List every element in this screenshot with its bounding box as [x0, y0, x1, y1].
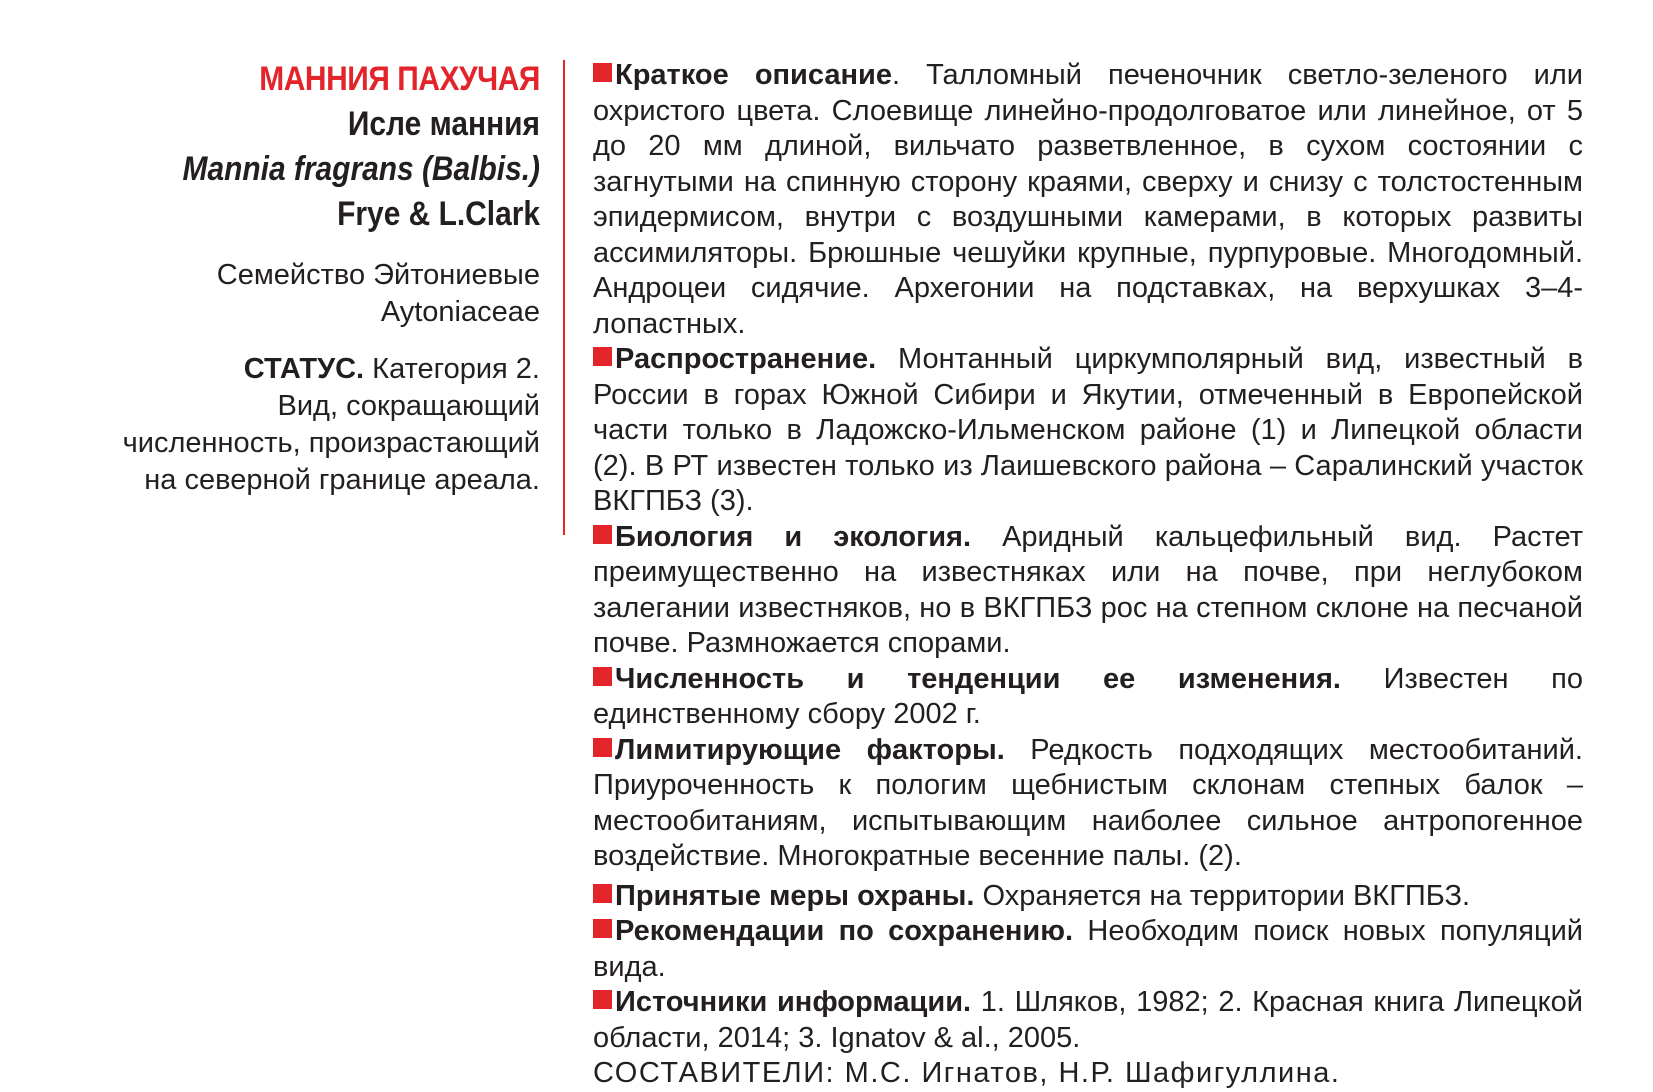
status-line-3: численность, произрастающий — [122, 427, 540, 459]
section-abundance — [593, 662, 1583, 733]
section-heading: Принятые меры охраны. — [615, 879, 975, 912]
red-square-bullet-icon — [593, 884, 612, 903]
section-text: Известен по единственному сбору 2002 г. — [593, 662, 1583, 730]
red-square-bullet-icon — [593, 63, 612, 82]
red-square-bullet-icon — [593, 738, 612, 757]
section-text: Аридный кальцефильный вид. Растет преимущественно на известняках или на почве, при неглубоком залегании известняков, но в ВКГПБЗ рос на степном склоне на песчаной почве. Размножается спорами. — [593, 520, 1584, 659]
red-square-bullet-icon — [593, 919, 612, 938]
species-name-tt: Исле манния — [347, 105, 540, 143]
section-heading: Распространение. — [615, 343, 877, 375]
red-square-bullet-icon — [593, 525, 612, 544]
section-heading: Биология и экология. — [615, 520, 972, 553]
section-limiting-factors — [593, 733, 1583, 875]
family-name-ru: Семейство Эйтониевые — [216, 259, 540, 291]
compilers-line: СОСТАВИТЕЛИ: М.С. Игнатов, Н.Р. Шафигуллина. — [593, 1057, 1341, 1089]
red-square-bullet-icon — [593, 667, 612, 686]
section-sources — [593, 985, 1583, 1056]
section-heading: Численность и тенденции ее изменения. — [615, 662, 1341, 695]
status-block — [60, 351, 540, 499]
species-authors-latin: Frye & L.Clark — [337, 195, 540, 233]
status-line-4: на северной границе ареала. — [144, 464, 540, 496]
section-text: . Талломный печеночник светло-зеленого или охристого цвета. Слоевище линейно-продолговатое или линейное, от 5 до 20 мм длиной, вильчато разветвленное, в сухом состоянии с загнутыми на спинную сторону краями, сверху и снизу с толстостенным эпидермисом, внутри с воздушными камерами, в которых развиты ассимиляторы. Брюшные чешуйки крупные, пурпуровые. Многодомный. Андроцеи сидячие. Архегонии на подставках, на верхушках 3–4-лопастных. — [593, 59, 1584, 340]
status-line-1 — [60, 351, 540, 388]
section-heading: Рекомендации по сохранению. — [615, 915, 1074, 947]
section-text: Редкость подходящих местообитаний. Приуроченность к пологим щебнистым склонам степных балок – местообитаниям, испытывающим наиболее сильное антропогенное воздействие. Многократные весенние палы. (2). — [593, 733, 1583, 872]
red-square-bullet-icon — [593, 990, 612, 1009]
species-article — [593, 58, 1583, 1092]
section-text: Необходим поиск новых популяций вида. — [593, 915, 1584, 983]
column-divider — [563, 60, 565, 535]
status-line-2: Вид, сокращающий — [277, 390, 540, 422]
family-name-latin: Aytoniaceae — [380, 296, 540, 328]
red-square-bullet-icon — [593, 347, 612, 366]
section-recommendations — [593, 914, 1583, 985]
species-name-latin: Mannia fragrans (Balbis.) — [182, 150, 540, 188]
section-heading: Источники информации. — [615, 986, 972, 1018]
species-name-ru: МАННИЯ ПАХУЧАЯ — [259, 60, 540, 98]
status-label: СТАТУС. — [243, 353, 365, 385]
section-heading: Краткое описание — [615, 59, 892, 91]
section-distribution — [593, 342, 1583, 520]
section-text: Монтанный циркумполярный вид, известный в России в горах Южной Сибири и Якутии, отмеченный в Европейской части только в Ладожско-Ильменском районе (1) и Липецкой области (2). В РТ известен только из Лаишевского района – Саралинский участок ВКГПБЗ (3). — [593, 343, 1583, 517]
section-text: 1. Шляков, 1982; 2. Красная книга Липецкой области, 2014; 3. Ignatov & al., 2005. — [593, 986, 1583, 1054]
status-category: Категория 2. — [364, 353, 540, 385]
section-biology — [593, 520, 1583, 662]
section-text: Охраняется на территории ВКГПБЗ. — [974, 879, 1471, 912]
section-protection-measures — [593, 879, 1583, 915]
species-header — [60, 56, 540, 499]
section-description — [593, 58, 1583, 342]
section-heading: Лимитирующие факторы. — [615, 733, 1005, 766]
family-block — [60, 257, 540, 331]
